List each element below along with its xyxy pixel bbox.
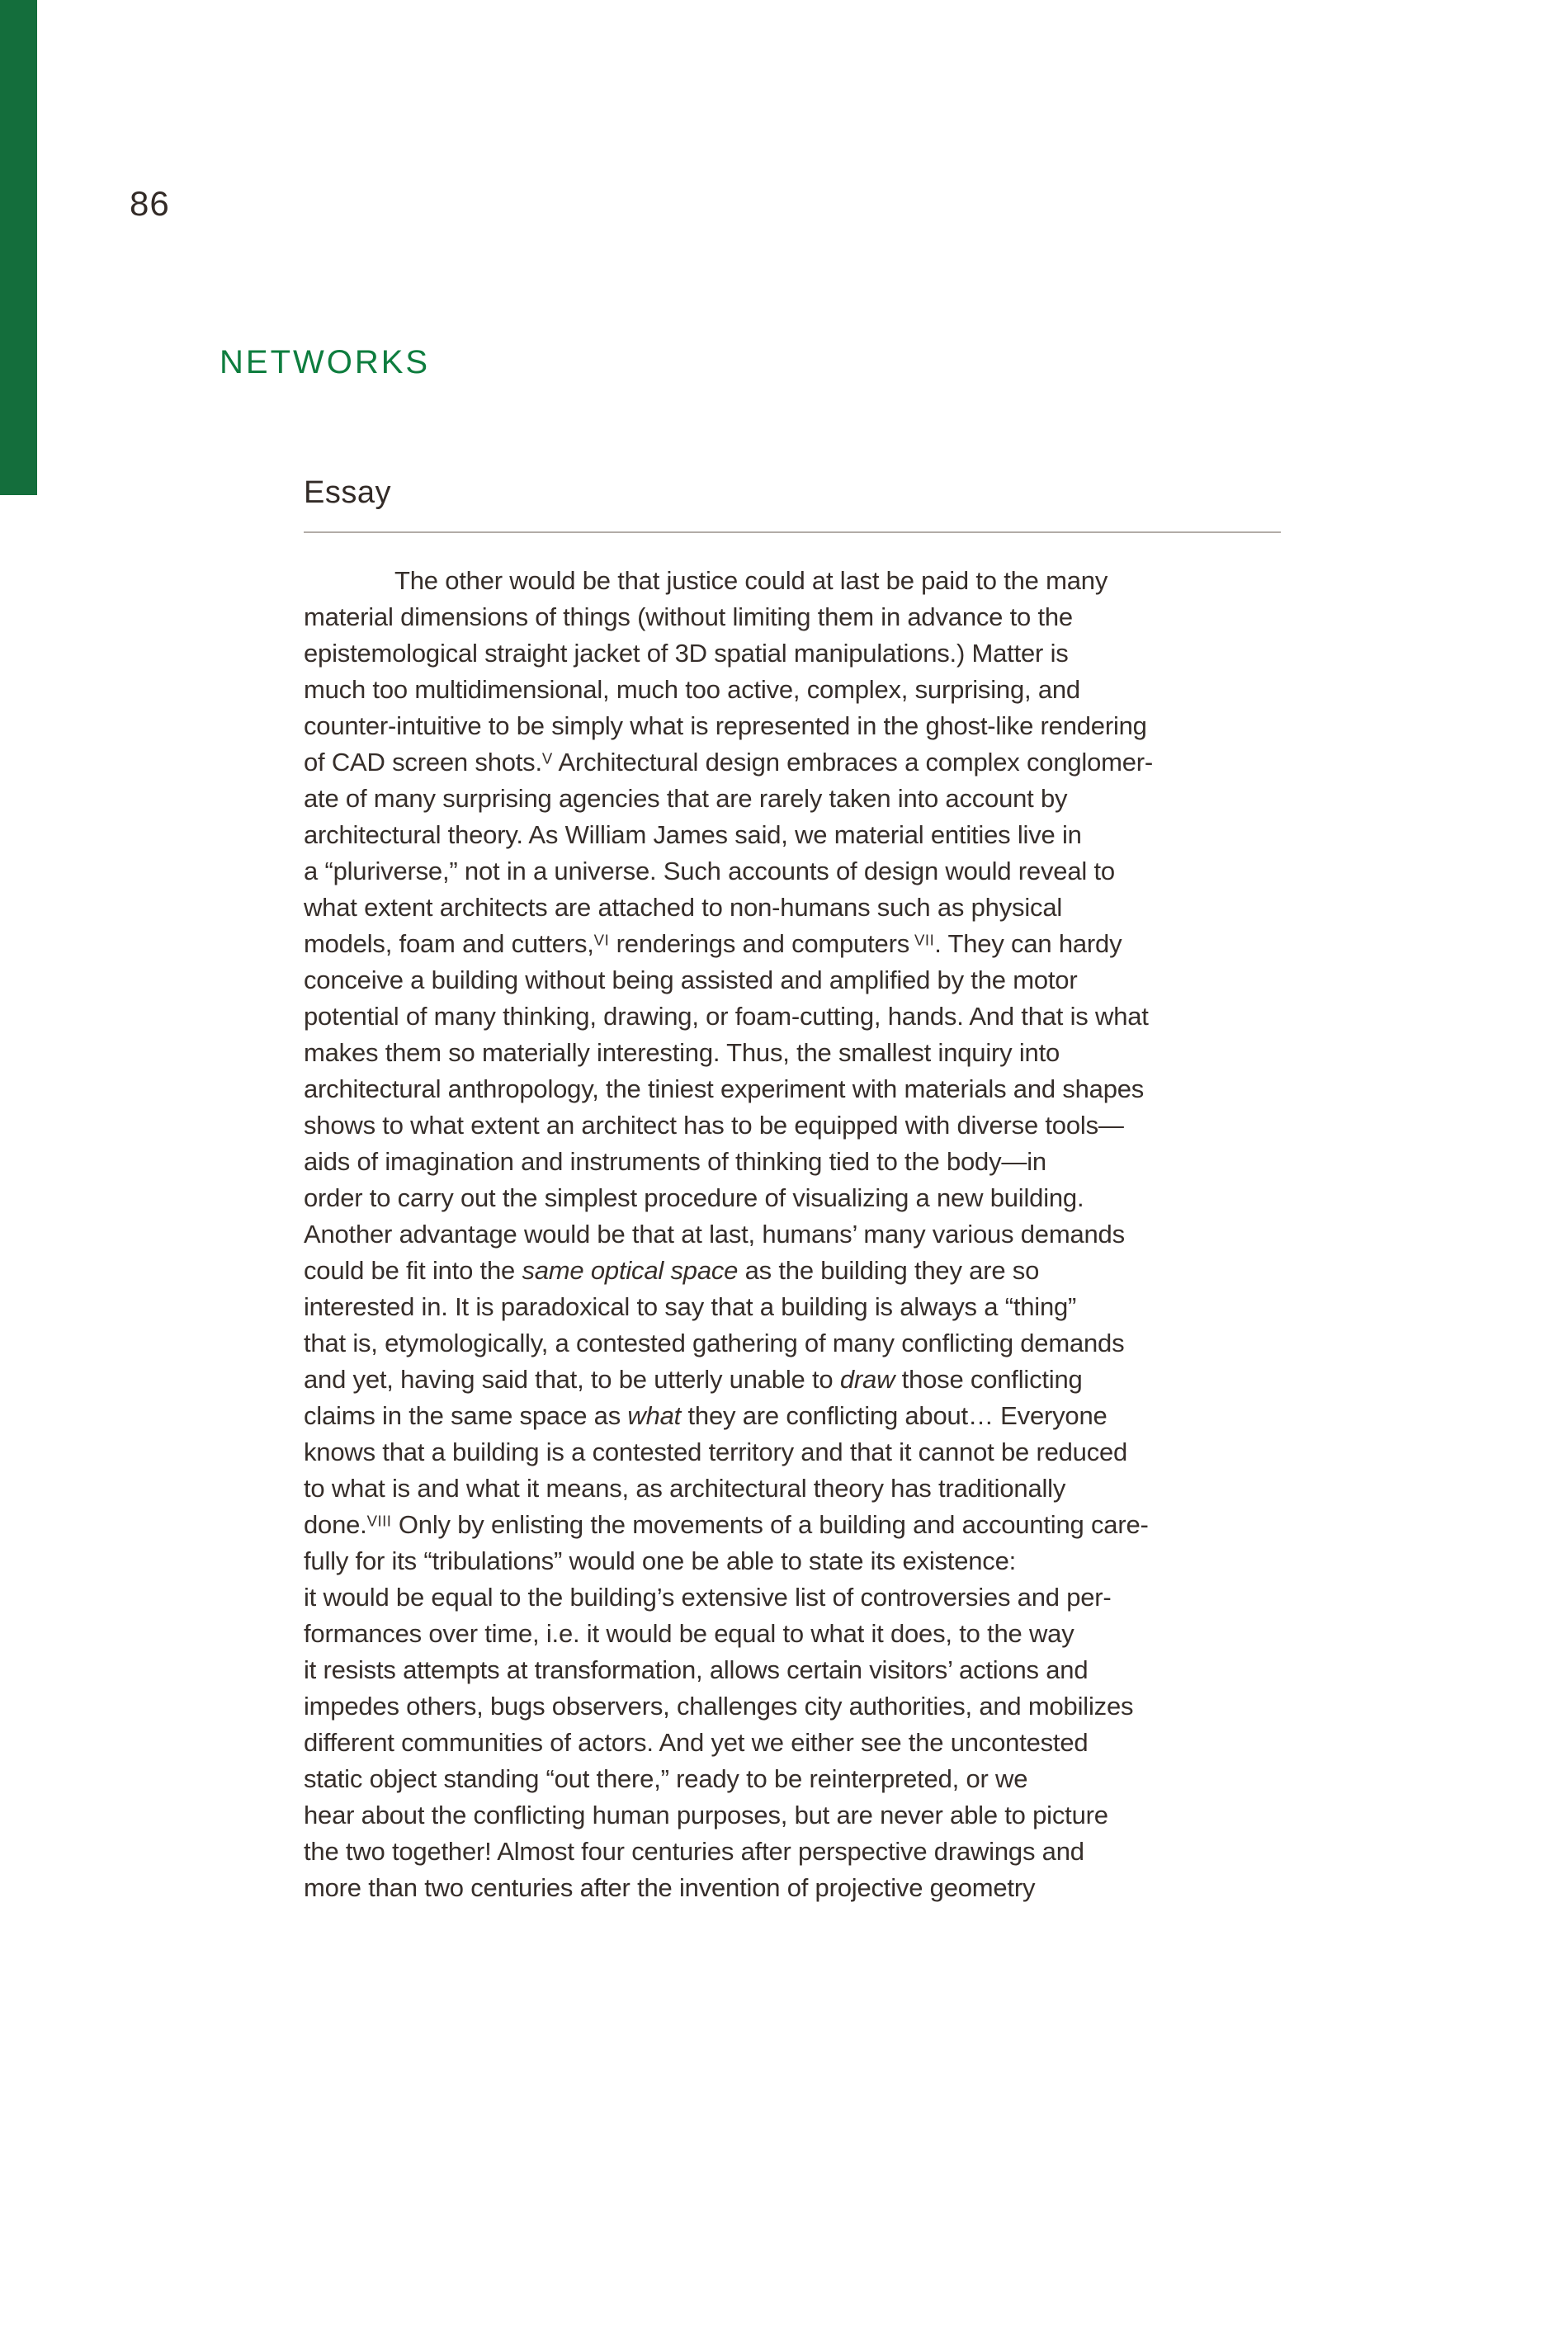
essay-body — [304, 563, 1302, 1906]
essay-line: to what is and what it means, as architectural theory has traditionally — [304, 1474, 1066, 1503]
essay-line: architectural theory. As William James said, we material entities live in — [304, 820, 1082, 849]
essay-line: shows to what extent an architect has to be equipped with diverse tools— — [304, 1111, 1124, 1140]
essay-line: impedes others, bugs observers, challenges city authorities, and mobilizes — [304, 1692, 1134, 1721]
essay-line: much too multidimensional, much too active, complex, surprising, and — [304, 675, 1080, 704]
section-bleed-tab — [0, 0, 37, 495]
essay-line: claims in the same space as what they are conflicting about… Everyone — [304, 1401, 1108, 1430]
essay-line: that is, etymologically, a contested gathering of many conflicting demands — [304, 1329, 1125, 1357]
essay-line: hear about the conflicting human purposes, but are never able to picture — [304, 1801, 1108, 1829]
essay-line: knows that a building is a contested territory and that it cannot be reduced — [304, 1438, 1128, 1466]
essay-line: aids of imagination and instruments of thinking tied to the body—in — [304, 1147, 1046, 1176]
essay-line: interested in. It is paradoxical to say that a building is always a “thing” — [304, 1292, 1077, 1321]
page-number: 86 — [130, 184, 170, 223]
essay-line: a “pluriverse,” not in a universe. Such accounts of design would reveal to — [304, 857, 1115, 885]
essay-line: static object standing “out there,” ready to be reinterpreted, or we — [304, 1764, 1028, 1793]
section-title: NETWORKS — [220, 344, 431, 380]
essay-line: and yet, having said that, to be utterly unable to draw those conflicting — [304, 1365, 1083, 1394]
essay-line: Another advantage would be that at last, humans’ many various demands — [304, 1220, 1125, 1249]
essay-heading-rule — [304, 531, 1281, 533]
essay-line: more than two centuries after the invention of projective geometry — [304, 1873, 1036, 1902]
essay-line: makes them so materially interesting. Thus, the smallest inquiry into — [304, 1038, 1060, 1067]
essay-line: formances over time, i.e. it would be equal to what it does, to the way — [304, 1619, 1074, 1648]
essay-line: architectural anthropology, the tiniest experiment with materials and shapes — [304, 1074, 1145, 1103]
essay-line: it resists attempts at transformation, allows certain visitors’ actions and — [304, 1655, 1089, 1684]
essay-line: it would be equal to the building’s extensive list of controversies and per- — [304, 1583, 1112, 1612]
essay-line: different communities of actors. And yet we either see the uncontested — [304, 1728, 1089, 1757]
essay-line: The other would be that justice could at last be paid to the many — [394, 566, 1108, 595]
essay-line: order to carry out the simplest procedure of visualizing a new building. — [304, 1183, 1084, 1212]
essay-heading: Essay — [304, 475, 391, 510]
essay-line: what extent architects are attached to non-humans such as physical — [304, 893, 1063, 922]
essay-line: epistemological straight jacket of 3D spatial manipulations.) Matter is — [304, 639, 1069, 668]
essay-line: of CAD screen shots.$^V$ Architectural design embraces a complex conglomer- — [304, 748, 1154, 777]
essay-line: fully for its “tribulations” would one be able to state its existence: — [304, 1546, 1017, 1575]
essay-line: the two together! Almost four centuries after perspective drawings and — [304, 1837, 1084, 1866]
essay-line: could be fit into the same optical space as the building they are so — [304, 1256, 1040, 1285]
essay-line: done.$^{VIII}$ Only by enlisting the movements of a building and accounting care- — [304, 1510, 1149, 1539]
essay-line: ate of many surprising agencies that are rarely taken into account by — [304, 784, 1068, 813]
essay-line: counter-intuitive to be simply what is represented in the ghost-like rendering — [304, 711, 1147, 740]
essay-line: models, foam and cutters,$^{VI}$ renderings and computers $^{VII}$. They can hardy — [304, 929, 1122, 958]
essay-line: potential of many thinking, drawing, or foam-cutting, hands. And that is what — [304, 1002, 1149, 1031]
essay-line: material dimensions of things (without limiting them in advance to the — [304, 602, 1073, 631]
essay-line: conceive a building without being assisted and amplified by the motor — [304, 965, 1078, 994]
